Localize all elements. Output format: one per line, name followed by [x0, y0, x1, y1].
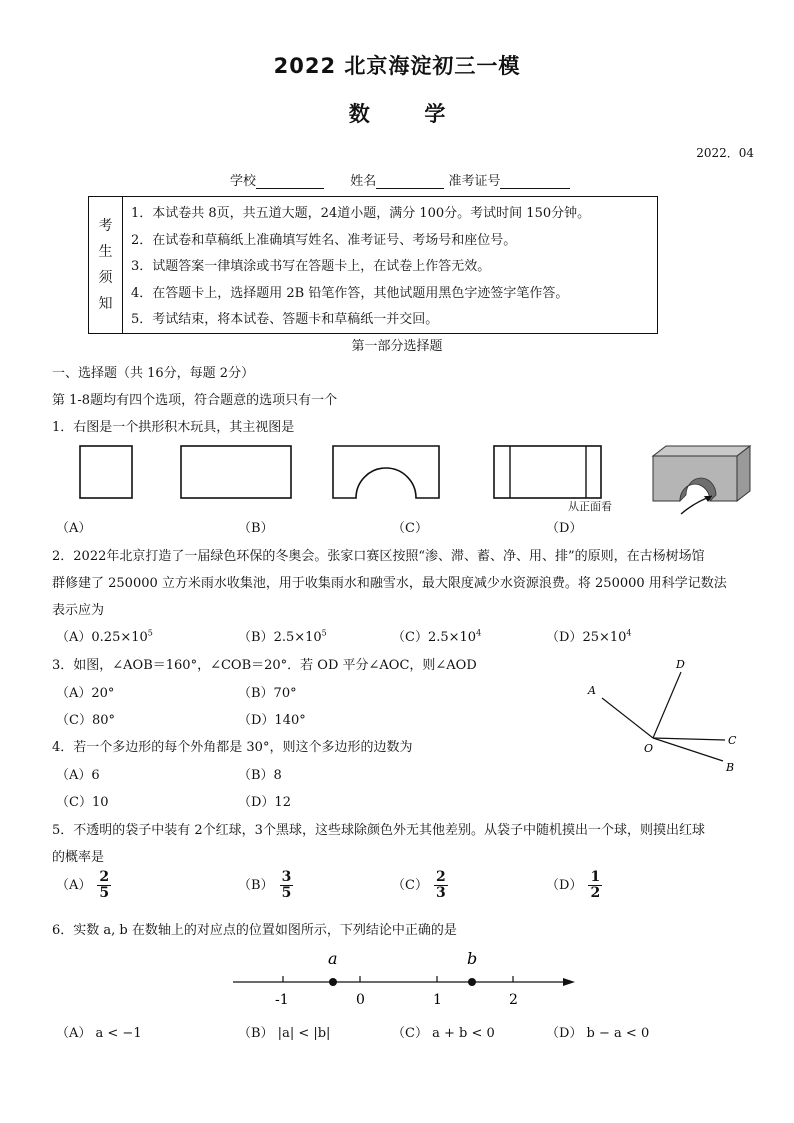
- notice-item: 1．本试卷共 8页，共五道大题，24道小题，满分 100分。考试时间 150分钟。: [131, 206, 591, 221]
- option-b: （B） $\frac{3}{5}$: [238, 869, 292, 901]
- question-2-line: 2．2022年北京打造了一届绿色环保的冬奥会。张家口赛区按照“渗、滞、蓄、净、用、排”的原则，在古杨树场馆: [52, 549, 705, 564]
- option-d: （D）140°: [238, 713, 306, 728]
- label-b: B: [726, 761, 735, 774]
- number-line: [225, 945, 585, 1015]
- tick-label: 1: [433, 992, 442, 1008]
- option-d: （D） $\frac{1}{2}$: [546, 869, 601, 901]
- point-b-label: b: [467, 949, 478, 968]
- view-a-square: [80, 446, 132, 498]
- notice-list: [131, 201, 590, 334]
- exam-id-label: 准考证号: [448, 174, 501, 189]
- exam-id-blank[interactable]: [500, 174, 570, 189]
- point-a-label: a: [328, 949, 338, 968]
- option-a: （A）20°: [56, 686, 115, 701]
- name-blank[interactable]: [376, 174, 444, 189]
- name-label: 姓名: [350, 174, 377, 189]
- fraction: $\frac{3}{5}$: [281, 869, 292, 901]
- option-d: （D） b − a < 0: [546, 1026, 650, 1041]
- question-5-line: 5．不透明的袋子中装有 2个红球，3个黑球，这些球除颜色外无其他差别。从袋子中随机摸出一个球，则摸出红球: [52, 823, 705, 838]
- option-a: （A）6: [56, 768, 100, 783]
- option-c: （C）: [392, 521, 428, 536]
- option-c: $(C)2.5\times 10^4$: [392, 628, 482, 645]
- option-c: （C） a + b < 0: [392, 1026, 495, 1041]
- student-info-line: [230, 170, 570, 189]
- option-a: （A） a < −1: [56, 1026, 142, 1041]
- option-d: （D）: [546, 521, 583, 536]
- notice-item: 4．在答题卡上，选择题用 2B 铅笔作答，其他试题用黑色字迹签字笔作答。: [131, 285, 569, 301]
- question-1-stem: 1．右图是一个拱形积木玩具，其主视图是: [52, 420, 295, 435]
- fraction: $\frac{2}{5}$: [99, 869, 110, 901]
- subject-char: 数: [348, 102, 370, 126]
- question-5-line: 的概率是: [52, 850, 105, 865]
- ray-oc: [653, 738, 725, 740]
- notice-item: 2．在试卷和草稿纸上准确填写姓名、准考证号、考场号和座位号。: [131, 232, 517, 248]
- arch-block-3d: [653, 446, 750, 514]
- label-a: A: [588, 684, 596, 697]
- point-a: [329, 978, 337, 986]
- subject-heading: [0, 98, 794, 128]
- question-1-figures: [70, 438, 760, 523]
- fraction: $\frac{1}{2}$: [590, 869, 601, 901]
- school-blank[interactable]: [256, 174, 324, 189]
- page-title: 2022 北京海淀初三一模: [273, 54, 521, 78]
- option-c: （C） $\frac{2}{3}$: [392, 869, 446, 901]
- label-o: O: [644, 742, 654, 755]
- option-d: $(D)25\times 10^4$: [546, 628, 632, 645]
- notice-item: 5．考试结束，将本试卷、答题卡和草稿纸一并交回。: [131, 312, 439, 327]
- question-2-line: 表示应为: [52, 603, 105, 618]
- ray-oa: [602, 698, 653, 738]
- section-heading: 一、选择题（共 16分，每题 2分）: [52, 366, 255, 381]
- option-a: （A） $\frac{2}{5}$: [56, 869, 110, 901]
- axis-arrow: [563, 978, 575, 986]
- option-a: （A）: [56, 521, 92, 536]
- view-b-rectangle: [181, 446, 291, 498]
- question-2-line: 群修建了 250000 立方米雨水收集池，用于收集雨水和融雪水，最大限度减少水资源浪费。将 250000 用科学记数法: [52, 576, 727, 591]
- option-b: （B）70°: [238, 686, 297, 701]
- question-3-stem: 3．如图，∠AOB＝160°，∠COB＝20°．若 OD 平分∠AOC，则∠AOD: [52, 658, 477, 673]
- label-d: D: [676, 658, 685, 671]
- question-3-angle-figure: [580, 652, 750, 777]
- option-c: （C）80°: [56, 713, 115, 728]
- view-c-arch: [333, 446, 439, 498]
- subject-char: 学: [424, 102, 446, 126]
- fraction: $\frac{2}{3}$: [435, 869, 446, 901]
- school-label: 学校: [230, 174, 257, 189]
- option-b: （B）8: [238, 768, 282, 783]
- label-c: C: [728, 734, 737, 747]
- view-caption: 从正面看: [568, 500, 612, 513]
- option-d: （D）12: [238, 795, 291, 810]
- option-a: $(A)0.25\times 10^5$: [56, 628, 153, 645]
- tick-label: 0: [356, 992, 365, 1008]
- ray-ob: [653, 738, 723, 761]
- question-4-stem: 4．若一个多边形的每个外角都是 30°，则这个多边形的边数为: [52, 740, 413, 755]
- tick-label: 2: [509, 992, 518, 1008]
- option-b: $(B)2.5\times 10^5$: [238, 628, 327, 645]
- option-c: （C）10: [56, 795, 109, 810]
- point-b: [468, 978, 476, 986]
- notice-item: 3．试题答案一律填涂或书写在答题卡上，在试卷上作答无效。: [131, 259, 491, 274]
- part-title: 第一部分选择题: [351, 339, 443, 354]
- question-6-stem: 6．实数 a, b 在数轴上的对应点的位置如图所示，下列结论中正确的是: [52, 923, 457, 938]
- exam-date: 2022．04: [696, 146, 754, 160]
- notice-box: [88, 196, 658, 334]
- section-instruction: 第 1-8题均有四个选项，符合题意的选项只有一个: [52, 393, 338, 408]
- ray-od: [653, 672, 681, 738]
- option-b: （B）: [238, 521, 274, 536]
- notice-heading: 考 生 须 知: [89, 197, 123, 333]
- option-b: （B） |a| < |b|: [238, 1026, 331, 1041]
- tick-label: -1: [275, 992, 289, 1008]
